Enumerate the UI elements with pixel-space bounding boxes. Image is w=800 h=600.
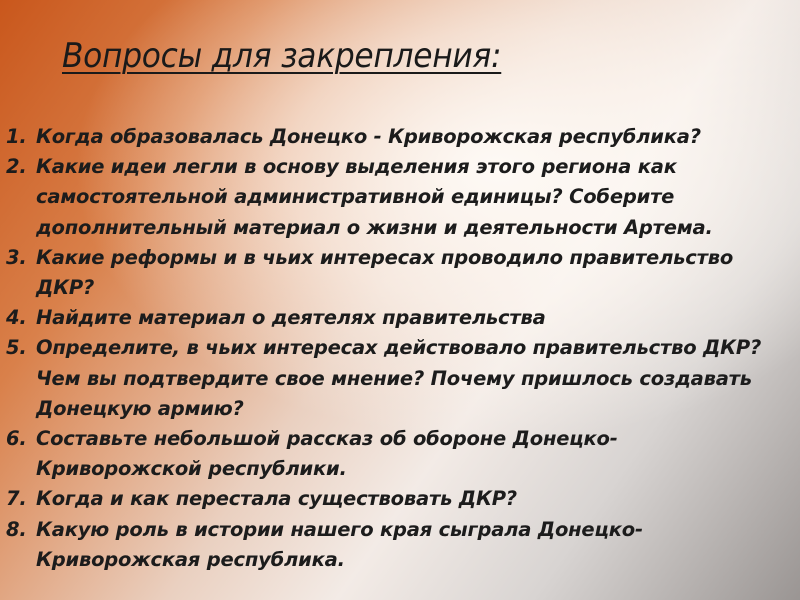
question-text: Какую роль в истории нашего края сыграла Донецко-Криворожская республика.	[36, 517, 643, 571]
question-number: 8.	[6, 517, 27, 541]
question-item-8	[0, 515, 770, 575]
question-number: 5.	[6, 336, 27, 360]
slide-title: Вопросы для закрепления:	[62, 36, 502, 76]
question-text: Найдите материал о деятелях правительства	[36, 306, 546, 330]
question-number: 3.	[6, 245, 27, 269]
question-text: Когда и как перестала существовать ДКР?	[36, 487, 517, 511]
question-number: 6.	[6, 427, 27, 451]
question-item-2	[0, 152, 770, 243]
question-text: Составьте небольшой рассказ об обороне Донецко-Криворожской республики.	[36, 427, 618, 481]
question-number: 7.	[6, 487, 27, 511]
question-number: 2.	[6, 155, 27, 179]
question-item-5	[0, 333, 770, 424]
question-item-7	[0, 484, 770, 514]
question-number: 1.	[6, 125, 27, 148]
question-number: 4.	[6, 306, 27, 330]
question-text: Какие реформы и в чьих интересах проводило правительство ДКР?	[36, 245, 734, 300]
question-text: Какие идеи легли в основу выделения этого региона как самостоятельной административной единицы? Соберите дополнительный материал о жизни и деятельности Артема.	[36, 155, 713, 239]
question-item-6	[0, 424, 770, 484]
question-item-1	[0, 122, 770, 152]
question-text: Когда образовалась Донецко - Криворожская республика?	[36, 125, 701, 148]
question-item-4	[0, 303, 770, 333]
question-list	[0, 122, 770, 575]
question-item-3	[0, 243, 770, 303]
question-text: Определите, в чьих интересах действовало правительство ДКР? Чем вы подтвердите свое мнение? Почему пришлось создавать Донецкую армию?	[36, 336, 762, 420]
